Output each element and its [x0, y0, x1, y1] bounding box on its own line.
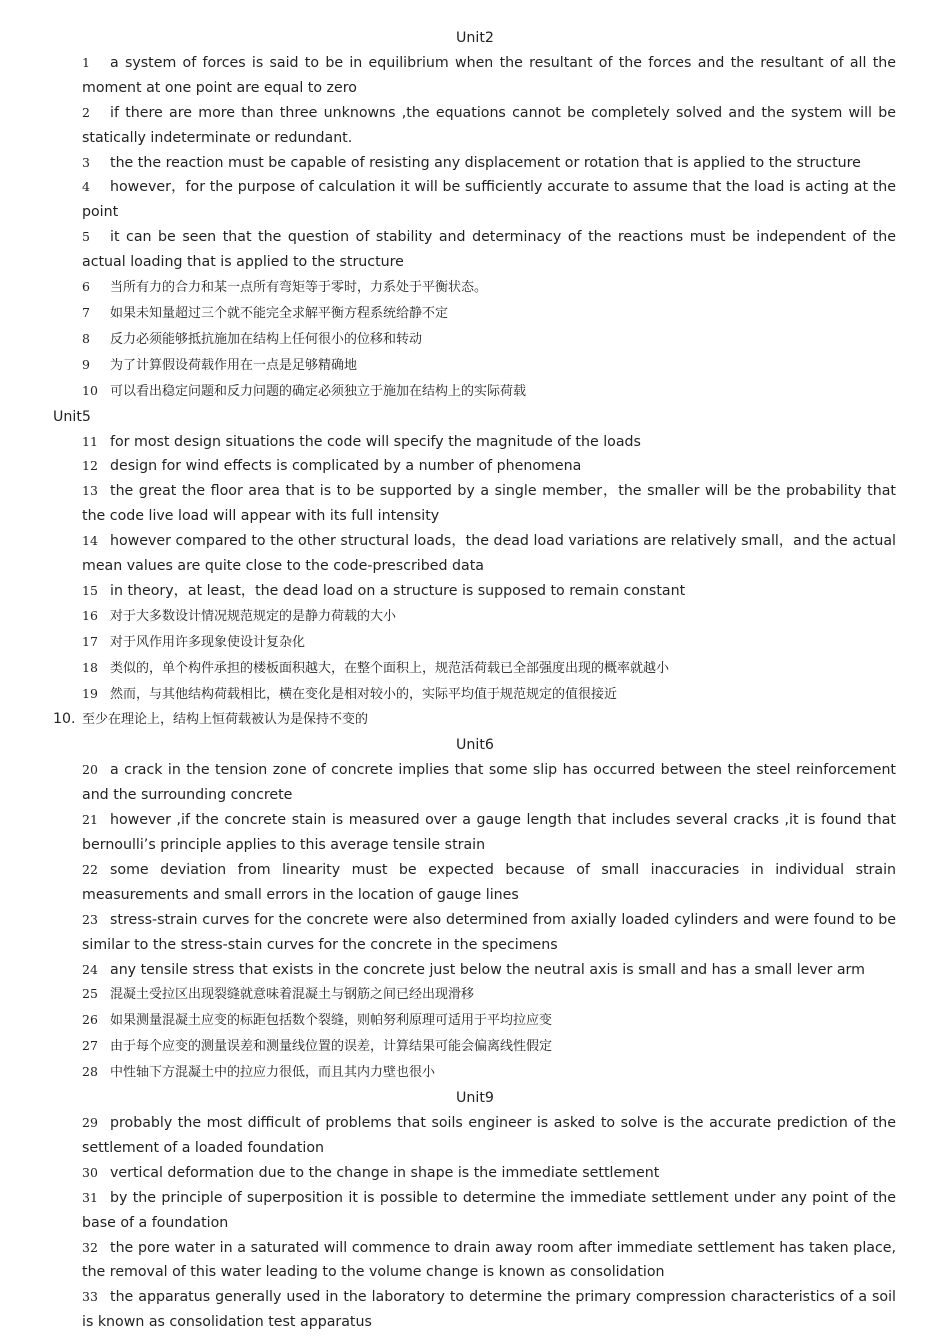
sentence-item — [0, 758, 950, 808]
sentence-item — [0, 101, 950, 151]
item-number: 4 — [82, 179, 90, 195]
item-text: probably the most difficult of problems that soils engineer is asked to solve is the accurate prediction of the settlement of a loaded foundation — [82, 1114, 896, 1156]
sentence-item — [0, 1236, 950, 1286]
item-number: 5 — [82, 229, 90, 245]
sentence-item — [0, 275, 950, 301]
item-number: 31 — [82, 1189, 98, 1205]
item-text: 然而，与其他结构荷载相比，横在变化是相对较小的，实际平均值于规范规定的值很接近 — [110, 686, 618, 702]
item-number: 8 — [82, 330, 90, 346]
sentence-item — [0, 479, 950, 529]
item-text: design for wind effects is complicated by a number of phenomena — [110, 458, 582, 475]
item-text: 反力必须能够抵抗施加在结构上任何很小的位移和转动 — [110, 331, 423, 347]
item-text: 中性轴下方混凝土中的拉应力很低，而且其内力壁也很小 — [110, 1065, 436, 1081]
item-number: 16 — [82, 607, 98, 623]
item-text: 对于大多数设计情况规范规定的是静力荷载的大小 — [110, 608, 397, 624]
item-text: 如果未知量超过三个就不能完全求解平衡方程系统给静不定 — [110, 305, 449, 321]
sentence-item — [0, 1161, 950, 1186]
item-number: 33 — [82, 1289, 98, 1305]
item-number: 32 — [82, 1239, 98, 1255]
item-number: 17 — [82, 633, 98, 649]
item-text: for most design situations the code will specify the magnitude of the loads — [110, 433, 641, 450]
item-number: 10 — [82, 382, 98, 398]
item-number: 6 — [82, 279, 90, 295]
item-number: 12 — [82, 458, 98, 474]
item-number: 9 — [82, 356, 90, 372]
item-text: the pore water in a saturated will commence to drain away room after immediate settlement has taken place, the removal of this water leading to the volume change is known as consolidation — [82, 1239, 896, 1281]
item-number: 20 — [82, 762, 98, 778]
item-text: 类似的，单个构件承担的楼板面积越大，在整个面积上，规范活荷载已全部强度出现的概率就越小 — [110, 660, 670, 676]
sentence-item — [0, 808, 950, 858]
sentence-item — [0, 707, 950, 733]
sentence-item — [0, 175, 950, 225]
sentence-item — [0, 656, 950, 682]
item-text: 对于风作用许多现象使设计复杂化 — [110, 634, 306, 650]
sentence-item — [0, 430, 950, 455]
sentence-item — [0, 630, 950, 656]
item-text: 为了计算假设荷载作用在一点是足够精确地 — [110, 357, 358, 373]
item-number: 19 — [82, 685, 98, 701]
item-number: 7 — [82, 304, 90, 320]
sentence-item — [0, 327, 950, 353]
sentence-item — [0, 151, 950, 176]
item-number: 14 — [82, 533, 98, 549]
item-number: 15 — [82, 582, 98, 598]
item-text: the apparatus generally used in the laboratory to determine the primary compression characteristics of a soil is known as consolidation test apparatus — [82, 1289, 896, 1331]
sentence-item — [0, 1034, 950, 1060]
item-number: 25 — [82, 986, 98, 1002]
sentence-item — [0, 1186, 950, 1236]
item-text: by the principle of superposition it is possible to determine the immediate settlement under any point of the base of a foundation — [82, 1189, 896, 1231]
item-text: however，for the purpose of calculation it will be sufficiently accurate to assume that the load is acting at the point — [82, 179, 896, 221]
sentence-item — [0, 353, 950, 379]
item-text: 至少在理论上，结构上恒荷载被认为是保持不变的 — [82, 712, 369, 728]
item-text: some deviation from linearity must be expected because of small inaccuracies in individual strain measurements and small errors in the location of gauge lines — [82, 861, 896, 903]
item-number: 23 — [82, 911, 98, 927]
sentence-item — [0, 1008, 950, 1034]
item-text: it can be seen that the question of stability and determinacy of the reactions must be independent of the actual loading that is applied to the structure — [82, 229, 896, 271]
item-text: 如果测量混凝土应变的标距包括数个裂缝，则帕努利原理可适用于平均拉应变 — [110, 1013, 553, 1029]
item-number: 28 — [82, 1064, 98, 1080]
item-text: in theory，at least，the dead load on a structure is supposed to remain constant — [110, 582, 686, 599]
sentence-item — [0, 51, 950, 101]
item-text: however compared to the other structural loads，the dead load variations are relatively small，and the actual mean values are quite close to the code-prescribed data — [82, 533, 896, 575]
item-number: 30 — [82, 1164, 98, 1180]
sentence-item — [0, 454, 950, 479]
item-number: 11 — [82, 433, 98, 449]
item-text: 当所有力的合力和某一点所有弯矩等于零时，力系处于平衡状态。 — [110, 280, 488, 296]
item-number: 3 — [82, 154, 90, 170]
sentence-item — [0, 682, 950, 708]
item-number: 18 — [82, 659, 98, 675]
unit-heading: Unit6 — [456, 737, 494, 754]
item-number: 24 — [82, 961, 98, 977]
item-text: stress-strain curves for the concrete were also determined from axially loaded cylinders and were found to be similar to the stress-stain curves for the concrete in the specimens — [82, 911, 896, 953]
item-number: 27 — [82, 1038, 98, 1054]
item-number: 29 — [82, 1114, 98, 1130]
sentence-item — [0, 958, 950, 983]
item-text: however ,if the concrete stain is measured over a gauge length that includes several cracks ,it is found that bernoulli’s principle applies to this average tensile strain — [82, 812, 896, 853]
sentence-item — [0, 1111, 950, 1161]
unit-heading: Unit9 — [456, 1090, 494, 1107]
item-text: 混凝土受拉区出现裂缝就意味着混凝土与钢筋之间已经出现滑移 — [110, 987, 475, 1003]
item-text: a crack in the tension zone of concrete implies that some slip has occurred between the steel reinforcement and the surrounding concrete — [82, 762, 896, 804]
unit-heading: Unit5 — [53, 408, 91, 425]
sentence-item — [0, 1060, 950, 1086]
sentence-item — [0, 858, 950, 908]
item-text: if there are more than three unknowns ,the equations cannot be completely solved and the system will be statically indeterminate or redundant. — [82, 104, 896, 146]
item-number: 22 — [82, 861, 98, 877]
item-text: the great the floor area that is to be supported by a single member，the smaller will be the probability that the code live load will appear with its full intensity — [82, 483, 896, 525]
item-text: 由于每个应变的测量误差和测量线位置的误差，计算结果可能会偏离线性假定 — [110, 1039, 553, 1055]
item-number: 13 — [82, 483, 98, 499]
sentence-item — [0, 529, 950, 579]
sentence-item — [0, 604, 950, 630]
item-number: 21 — [82, 812, 98, 828]
sentence-item — [0, 379, 950, 405]
item-number: 2 — [82, 104, 90, 120]
item-text: vertical deformation due to the change in shape is the immediate settlement — [110, 1164, 660, 1181]
sentence-item — [0, 982, 950, 1008]
item-number: 26 — [82, 1012, 98, 1028]
unit-heading: Unit2 — [456, 30, 494, 46]
item-text: any tensile stress that exists in the concrete just below the neutral axis is small and has a small lever arm — [110, 961, 865, 978]
item-text: 可以看出稳定问题和反力问题的确定必须独立于施加在结构上的实际荷载 — [110, 383, 527, 399]
document-body — [0, 26, 950, 1335]
sentence-item — [0, 225, 950, 275]
item-text: the the reaction must be capable of resisting any displacement or rotation that is applied to the structure — [110, 154, 861, 171]
sentence-item — [0, 908, 950, 958]
item-text: a system of forces is said to be in equilibrium when the resultant of the forces and the resultant of all the moment at one point are equal to zero — [82, 54, 896, 96]
item-number: 10. — [53, 711, 76, 728]
sentence-item — [0, 301, 950, 327]
sentence-item — [0, 579, 950, 604]
sentence-item — [0, 1285, 950, 1335]
item-number: 1 — [82, 54, 90, 70]
